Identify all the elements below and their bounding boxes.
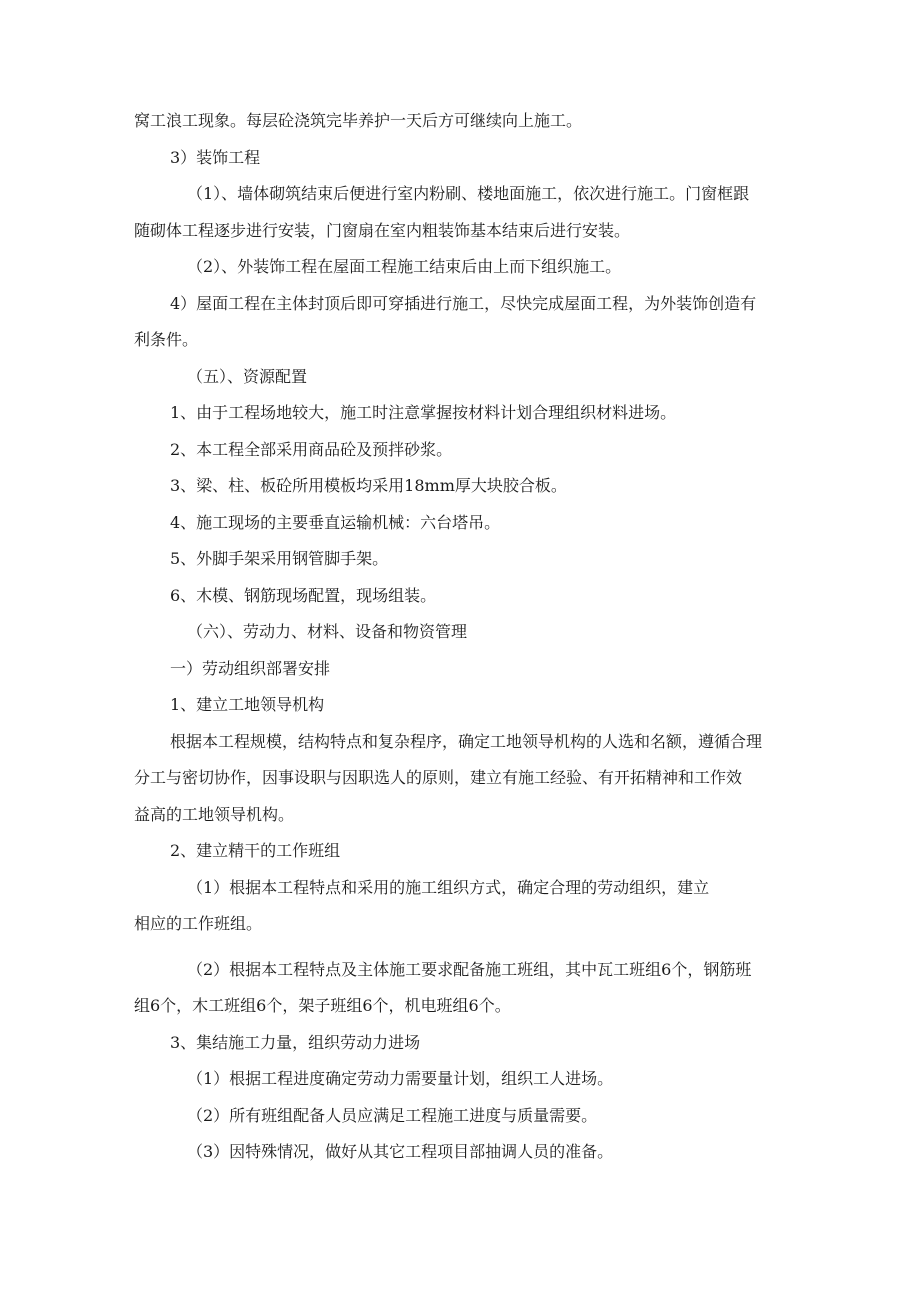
list-item: 2、本工程全部采用商品砼及预拌砂浆。 xyxy=(170,440,453,459)
list-item: 2、建立精干的工作班组 xyxy=(170,841,341,860)
paragraph-line: 窝工浪工现象。每层砼浇筑完毕养护一天后方可继续向上施工。 xyxy=(134,111,583,130)
paragraph-line: （1）根据本工程特点和采用的施工组织方式，确定合理的劳动组织，建立 xyxy=(187,878,710,897)
sub-heading: 一）劳动组织部署安排 xyxy=(170,659,331,678)
paragraph-line: 分工与密切协作，因事设职与因职选人的原则，建立有施工经验、有开拓精神和工作效 xyxy=(134,768,743,787)
section-heading: 3）装饰工程 xyxy=(170,148,261,167)
paragraph-line: 利条件。 xyxy=(134,330,199,349)
paragraph-line: 益高的工地领导机构。 xyxy=(134,805,295,824)
section-heading: （六）、劳动力、材料、设备和物资管理 xyxy=(187,622,468,641)
paragraph-line: 根据本工程规模，结构特点和复杂程序，确定工地领导机构的人选和名额，遵循合理 xyxy=(170,732,763,751)
paragraph-line: （2）所有班组配备人员应满足工程施工进度与质量需要。 xyxy=(187,1106,598,1125)
list-item: 5、外脚手架采用钢管脚手架。 xyxy=(170,549,389,568)
list-item: 3、梁、柱、板砼所用模板均采用18mm厚大块胶合板。 xyxy=(170,476,567,495)
list-item: 4、施工现场的主要垂直运输机械：六台塔吊。 xyxy=(170,513,501,532)
paragraph-line: 随砌体工程逐步进行安装，门窗扇在室内粗装饰基本结束后进行安装。 xyxy=(134,221,631,240)
paragraph-line: （1）、墙体砌筑结束后便进行室内粉刷、楼地面施工，依次进行施工。门窗框跟 xyxy=(187,184,750,203)
paragraph-line: （2）、外装饰工程在屋面工程施工结束后由上而下组织施工。 xyxy=(187,257,622,276)
list-item: 1、建立工地领导机构 xyxy=(170,695,325,714)
paragraph-line: 组6个，木工班组6个，架子班组6个，机电班组6个。 xyxy=(134,996,511,1015)
section-heading: （五）、资源配置 xyxy=(187,367,308,386)
list-item: 6、木模、钢筋现场配置，现场组装。 xyxy=(170,586,437,605)
paragraph-line: （3）因特殊情况，做好从其它工程项目部抽调人员的准备。 xyxy=(187,1142,614,1161)
list-item: 1、由于工程场地较大，施工时注意掌握按材料计划合理组织材料进场。 xyxy=(170,403,677,422)
paragraph-line: 相应的工作班组。 xyxy=(134,914,263,933)
paragraph-line: （2）根据本工程特点及主体施工要求配备施工班组，其中瓦工班组6个，钢筋班 xyxy=(187,960,752,979)
paragraph-line: （1）根据工程进度确定劳动力需要量计划，组织工人进场。 xyxy=(187,1069,614,1088)
list-item: 3、集结施工力量，组织劳动力进场 xyxy=(170,1033,421,1052)
paragraph-line: 4）屋面工程在主体封顶后即可穿插进行施工，尽快完成屋面工程，为外装饰创造有 xyxy=(170,294,757,313)
